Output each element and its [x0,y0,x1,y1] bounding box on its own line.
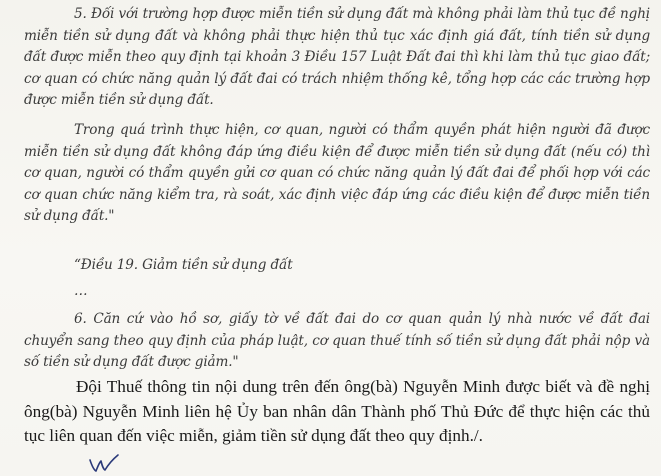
ellipsis: … [74,283,88,299]
closing-paragraph: Đội Thuế thông tin nội dung trên đến ông(bà) Nguyễn Minh được biết và đề nghị ông(bà) Nguyễn Minh liên hệ Ủy ban nhân dân Thành phố Thủ Đức để thực hiện các thủ tục liên quan đến việc miễn, giảm tiền sử dụng đất theo quy định./. [24,377,650,445]
clause-6-paragraph: 6. Căn cứ vào hồ sơ, giấy tờ về đất đai do cơ quan quản lý nhà nước về đất đai chuyển sang theo quy định của pháp luật, cơ quan thuế tính số tiền sử dụng đất phải nộp và số tiền sử dụng đất được giảm." [24,311,650,370]
initials-signature-mark [88,454,128,474]
clause-5-paragraph: 5. Đối với trường hợp được miễn tiền sử dụng đất mà không phải làm thủ tục đề nghị miễn tiền sử dụng đất và không phải thực hiện thủ tục xác định giá đất, tính tiền sử dụng đất được miễn theo quy định tại khoản 3 Điều 157 Luật Đất đai thì khi làm thủ tục giao đất; cơ quan có chức năng quản lý đất đai có trách nhiệm thống kê, tổng hợp các các trường hợp được miễn tiền sử dụng đất. [24,6,650,108]
process-paragraph: Trong quá trình thực hiện, cơ quan, người có thẩm quyền phát hiện người đã được miễn tiền sử dụng đất không đáp ứng điều kiện để được miễn tiền sử dụng đất (nếu có) thì cơ quan, người có thẩm quyền gửi cơ quan có chức năng quản lý đất đai để phối hợp với các cơ quan chức năng kiểm tra, rà soát, xác định việc đáp ứng các điều kiện để được miễn tiền sử dụng đất." [24,122,650,224]
article-19-heading: “Điều 19. Giảm tiền sử dụng đất [74,257,293,273]
